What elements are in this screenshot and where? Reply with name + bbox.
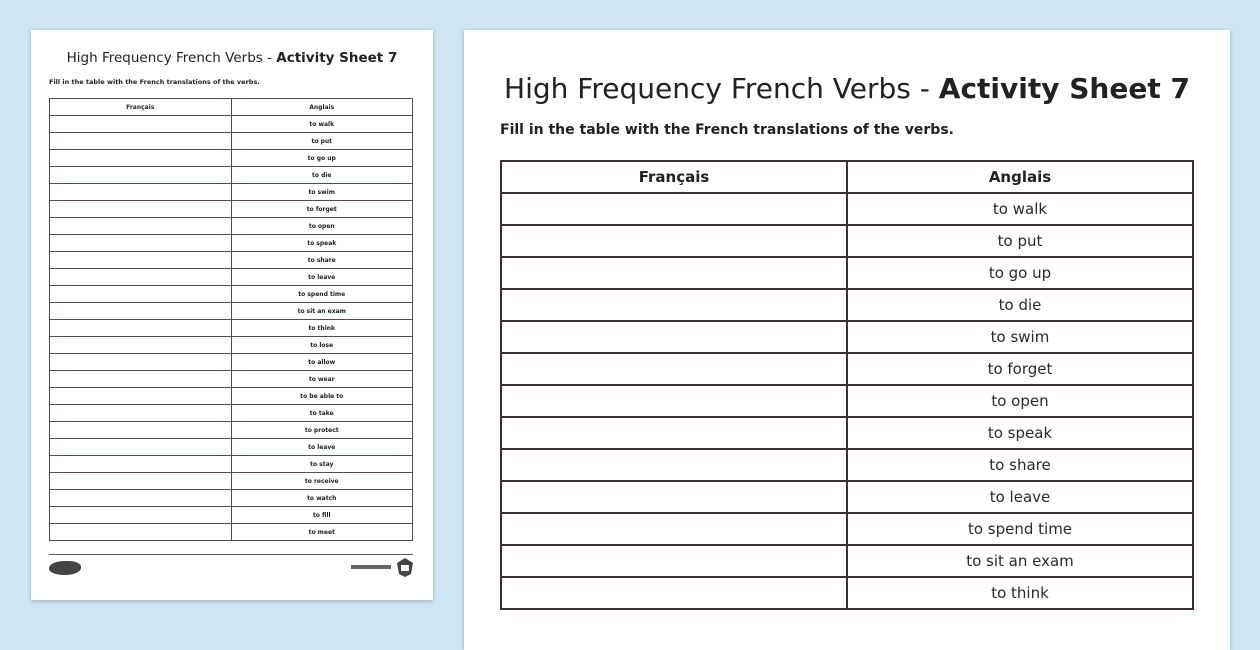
english-verb-cell: to swim [231, 184, 413, 201]
table-row [50, 456, 413, 473]
english-verb-cell: to think [847, 577, 1193, 609]
french-answer-cell[interactable] [501, 193, 847, 225]
english-verb-cell: to speak [231, 235, 413, 252]
french-answer-cell[interactable] [50, 439, 232, 456]
table-row [50, 286, 413, 303]
table-row [50, 150, 413, 167]
french-answer-cell[interactable] [50, 167, 232, 184]
english-verb-cell: to die [847, 289, 1193, 321]
worksheet-zoomed [464, 30, 1230, 650]
table-row [50, 371, 413, 388]
french-answer-cell[interactable] [50, 524, 232, 541]
table-row [50, 354, 413, 371]
french-answer-cell[interactable] [50, 371, 232, 388]
french-answer-cell[interactable] [501, 321, 847, 353]
table-row [50, 218, 413, 235]
header-english: Anglais [231, 99, 413, 116]
french-answer-cell[interactable] [501, 481, 847, 513]
french-answer-cell[interactable] [50, 388, 232, 405]
table-row [50, 388, 413, 405]
english-verb-cell: to protect [231, 422, 413, 439]
table-row [50, 490, 413, 507]
english-verb-cell: to spend time [231, 286, 413, 303]
french-answer-cell[interactable] [501, 385, 847, 417]
french-answer-cell[interactable] [50, 235, 232, 252]
english-verb-cell: to leave [231, 439, 413, 456]
table-row [50, 524, 413, 541]
french-answer-cell[interactable] [50, 337, 232, 354]
table-row [50, 235, 413, 252]
french-answer-cell[interactable] [50, 507, 232, 524]
english-verb-cell: to watch [231, 490, 413, 507]
french-answer-cell[interactable] [50, 303, 232, 320]
english-verb-cell: to put [847, 225, 1193, 257]
table-header-row [501, 161, 1193, 193]
table-row [501, 385, 1193, 417]
french-answer-cell[interactable] [501, 257, 847, 289]
verb-table [500, 160, 1194, 610]
english-verb-cell: to open [231, 218, 413, 235]
english-verb-cell: to be able to [231, 388, 413, 405]
title-bold: Activity Sheet 7 [276, 50, 398, 66]
sheet-title [31, 50, 433, 66]
english-verb-cell: to open [847, 385, 1193, 417]
french-answer-cell[interactable] [501, 289, 847, 321]
worksheet-thumbnail [31, 30, 433, 600]
french-answer-cell[interactable] [501, 353, 847, 385]
english-verb-cell: to share [847, 449, 1193, 481]
english-verb-cell: to fill [231, 507, 413, 524]
french-answer-cell[interactable] [50, 133, 232, 150]
english-verb-cell: to walk [847, 193, 1193, 225]
english-verb-cell: to meet [231, 524, 413, 541]
french-answer-cell[interactable] [50, 490, 232, 507]
english-verb-cell: to sit an exam [847, 545, 1193, 577]
english-verb-cell: to wear [231, 371, 413, 388]
title-bold: Activity Sheet 7 [938, 72, 1190, 105]
english-verb-cell: to share [231, 252, 413, 269]
footer-text-block [351, 565, 391, 569]
french-answer-cell[interactable] [501, 449, 847, 481]
footer-divider [49, 554, 413, 555]
english-verb-cell: to allow [231, 354, 413, 371]
table-row [50, 507, 413, 524]
table-row [50, 269, 413, 286]
french-answer-cell[interactable] [501, 545, 847, 577]
table-row [501, 257, 1193, 289]
table-row [501, 481, 1193, 513]
table-header-row [50, 99, 413, 116]
french-answer-cell[interactable] [501, 417, 847, 449]
french-answer-cell[interactable] [501, 225, 847, 257]
french-answer-cell[interactable] [50, 320, 232, 337]
verb-table [49, 98, 413, 541]
table-row [501, 577, 1193, 609]
brand-logo-icon [49, 561, 81, 575]
french-answer-cell[interactable] [50, 422, 232, 439]
english-verb-cell: to go up [231, 150, 413, 167]
table-row [501, 193, 1193, 225]
french-answer-cell[interactable] [50, 286, 232, 303]
table-row [501, 225, 1193, 257]
french-answer-cell[interactable] [50, 218, 232, 235]
english-verb-cell: to lose [231, 337, 413, 354]
table-row [50, 184, 413, 201]
table-row [501, 353, 1193, 385]
english-verb-cell: to think [231, 320, 413, 337]
table-row [50, 167, 413, 184]
english-verb-cell: to forget [231, 201, 413, 218]
french-answer-cell[interactable] [50, 354, 232, 371]
french-answer-cell[interactable] [50, 405, 232, 422]
title-regular: High Frequency French Verbs - [504, 72, 939, 105]
sheet-instructions: Fill in the table with the French translations of the verbs. [500, 122, 954, 138]
sheet-instructions: Fill in the table with the French translations of the verbs. [49, 78, 260, 86]
english-verb-cell: to stay [231, 456, 413, 473]
english-verb-cell: to sit an exam [231, 303, 413, 320]
table-row [50, 320, 413, 337]
sheet-title [464, 72, 1230, 105]
table-row [501, 449, 1193, 481]
english-verb-cell: to go up [847, 257, 1193, 289]
table-row [501, 321, 1193, 353]
table-row [501, 289, 1193, 321]
english-verb-cell: to speak [847, 417, 1193, 449]
english-verb-cell: to take [231, 405, 413, 422]
table-row [50, 439, 413, 456]
crest-icon [395, 556, 415, 578]
english-verb-cell: to leave [231, 269, 413, 286]
header-french: Français [501, 161, 847, 193]
french-answer-cell[interactable] [501, 513, 847, 545]
english-verb-cell: to swim [847, 321, 1193, 353]
french-answer-cell[interactable] [50, 252, 232, 269]
table-row [50, 252, 413, 269]
table-row [50, 116, 413, 133]
header-french: Français [50, 99, 232, 116]
french-answer-cell[interactable] [50, 116, 232, 133]
title-regular: High Frequency French Verbs - [66, 50, 277, 66]
french-answer-cell[interactable] [50, 184, 232, 201]
english-verb-cell: to spend time [847, 513, 1193, 545]
english-verb-cell: to forget [847, 353, 1193, 385]
french-answer-cell[interactable] [50, 456, 232, 473]
table-row [501, 545, 1193, 577]
table-row [50, 303, 413, 320]
english-verb-cell: to die [231, 167, 413, 184]
header-english: Anglais [847, 161, 1193, 193]
table-row [50, 405, 413, 422]
table-row [50, 473, 413, 490]
table-row [501, 417, 1193, 449]
table-row [50, 422, 413, 439]
french-answer-cell[interactable] [501, 577, 847, 609]
table-row [50, 133, 413, 150]
english-verb-cell: to receive [231, 473, 413, 490]
french-answer-cell[interactable] [50, 473, 232, 490]
english-verb-cell: to leave [847, 481, 1193, 513]
table-row [50, 201, 413, 218]
table-row [501, 513, 1193, 545]
french-answer-cell[interactable] [50, 201, 232, 218]
table-row [50, 337, 413, 354]
french-answer-cell[interactable] [50, 150, 232, 167]
english-verb-cell: to walk [231, 116, 413, 133]
english-verb-cell: to put [231, 133, 413, 150]
french-answer-cell[interactable] [50, 269, 232, 286]
